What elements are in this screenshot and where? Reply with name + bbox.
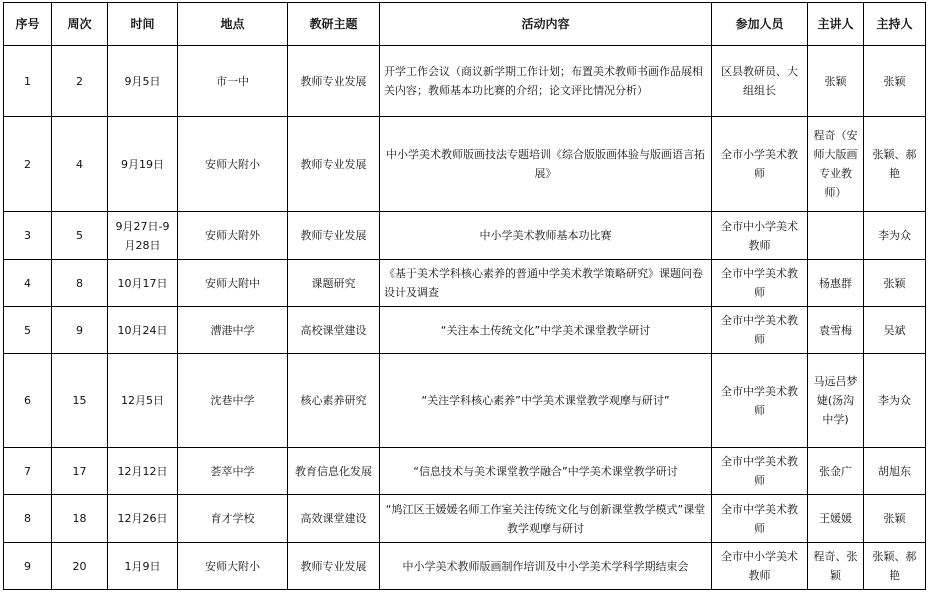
cell-place: 安师大附小 [178,543,288,590]
cell-time: 12月12日 [108,448,178,495]
cell-participants: 全市中小学美术教师 [712,543,808,590]
cell-speaker: 张颖 [808,46,864,117]
cell-index: 7 [4,448,52,495]
cell-participants: 全市中学美术教师 [712,495,808,543]
cell-speaker: 马远吕梦婕(汤沟中学) [808,354,864,448]
cell-speaker [808,212,864,260]
cell-speaker: 程奇、张颖 [808,543,864,590]
cell-place: 市一中 [178,46,288,117]
cell-place: 安师大附外 [178,212,288,260]
table-row [4,448,926,495]
cell-content: 《基于美术学科核心素养的普通中学美术教学策略研究》课题问卷设计及调查 [380,260,712,307]
cell-participants: 区县教研员、大组组长 [712,46,808,117]
cell-theme: 高效课堂建设 [288,495,380,543]
table-row [4,212,926,260]
cell-speaker: 杨惠群 [808,260,864,307]
cell-host: 张颖 [864,495,926,543]
table-row [4,117,926,212]
cell-participants: 全市中小学美术教师 [712,212,808,260]
cell-host: 吴斌 [864,307,926,354]
cell-theme: 教师专业发展 [288,46,380,117]
table-row [4,495,926,543]
header-participants: 参加人员 [712,3,808,46]
table-row [4,354,926,448]
cell-host: 张颖 [864,46,926,117]
cell-theme: 教育信息化发展 [288,448,380,495]
cell-week: 4 [52,117,108,212]
cell-place: 安师大附小 [178,117,288,212]
cell-content: 开学工作会议（商议新学期工作计划；布置美术教师书画作品展相关内容；教师基本功比赛的介绍；论文评比情况分析） [380,46,712,117]
cell-time: 10月24日 [108,307,178,354]
cell-participants: 全市中学美术教师 [712,354,808,448]
cell-theme: 高校课堂建设 [288,307,380,354]
cell-host: 胡旭东 [864,448,926,495]
header-place: 地点 [178,3,288,46]
cell-index: 1 [4,46,52,117]
cell-time: 1月9日 [108,543,178,590]
header-content: 活动内容 [380,3,712,46]
cell-time: 12月5日 [108,354,178,448]
cell-content: “关注本土传统文化”中学美术课堂教学研讨 [380,307,712,354]
cell-place: 漕港中学 [178,307,288,354]
header-row [4,3,926,46]
cell-theme: 课题研究 [288,260,380,307]
cell-week: 2 [52,46,108,117]
cell-speaker: 程奇（安师大版画专业教师） [808,117,864,212]
cell-content: “信息技术与美术课堂教学融合”中学美术课堂教学研讨 [380,448,712,495]
cell-place: 育才学校 [178,495,288,543]
cell-week: 8 [52,260,108,307]
cell-index: 4 [4,260,52,307]
cell-theme: 教师专业发展 [288,543,380,590]
cell-time: 12月26日 [108,495,178,543]
cell-host: 李为众 [864,212,926,260]
cell-host: 张颖 [864,260,926,307]
cell-index: 3 [4,212,52,260]
cell-week: 5 [52,212,108,260]
cell-week: 20 [52,543,108,590]
cell-speaker: 袁雪梅 [808,307,864,354]
cell-speaker: 张金广 [808,448,864,495]
cell-participants: 全市小学美术教师 [712,117,808,212]
cell-place: 安师大附中 [178,260,288,307]
cell-time: 9月19日 [108,117,178,212]
cell-theme: 教师专业发展 [288,212,380,260]
cell-content: “关注学科核心素养”中学美术课堂教学观摩与研讨” [380,354,712,448]
header-host: 主持人 [864,3,926,46]
cell-participants: 全市中学美术教师 [712,260,808,307]
cell-host: 李为众 [864,354,926,448]
schedule-table [3,2,926,590]
cell-participants: 全市中学美术教师 [712,448,808,495]
table-row [4,307,926,354]
cell-content: 中小学美术教师版画制作培训及中小学美术学科学期结束会 [380,543,712,590]
cell-content: 中小学美术教师版画技法专题培训《综合版版画体验与版画语言拓展》 [380,117,712,212]
cell-index: 2 [4,117,52,212]
cell-host: 张颖、郝艳 [864,117,926,212]
cell-content: “鸠江区王媛媛名师工作室关注传统文化与创新课堂教学模式”课堂教学观摩与研讨 [380,495,712,543]
cell-index: 9 [4,543,52,590]
cell-time: 9月27日-9月28日 [108,212,178,260]
table-row [4,543,926,590]
cell-week: 17 [52,448,108,495]
header-speaker: 主讲人 [808,3,864,46]
cell-week: 9 [52,307,108,354]
cell-theme: 核心素养研究 [288,354,380,448]
cell-time: 10月17日 [108,260,178,307]
table-row [4,46,926,117]
cell-index: 6 [4,354,52,448]
cell-speaker: 王媛媛 [808,495,864,543]
cell-week: 15 [52,354,108,448]
header-index: 序号 [4,3,52,46]
cell-participants: 全市中学美术教师 [712,307,808,354]
header-theme: 教研主题 [288,3,380,46]
cell-index: 8 [4,495,52,543]
cell-index: 5 [4,307,52,354]
cell-week: 18 [52,495,108,543]
cell-place: 沈巷中学 [178,354,288,448]
header-time: 时间 [108,3,178,46]
table-row [4,260,926,307]
cell-theme: 教师专业发展 [288,117,380,212]
cell-content: 中小学美术教师基本功比赛 [380,212,712,260]
header-week: 周次 [52,3,108,46]
cell-place: 荟萃中学 [178,448,288,495]
cell-host: 张颖、郝艳 [864,543,926,590]
cell-time: 9月5日 [108,46,178,117]
